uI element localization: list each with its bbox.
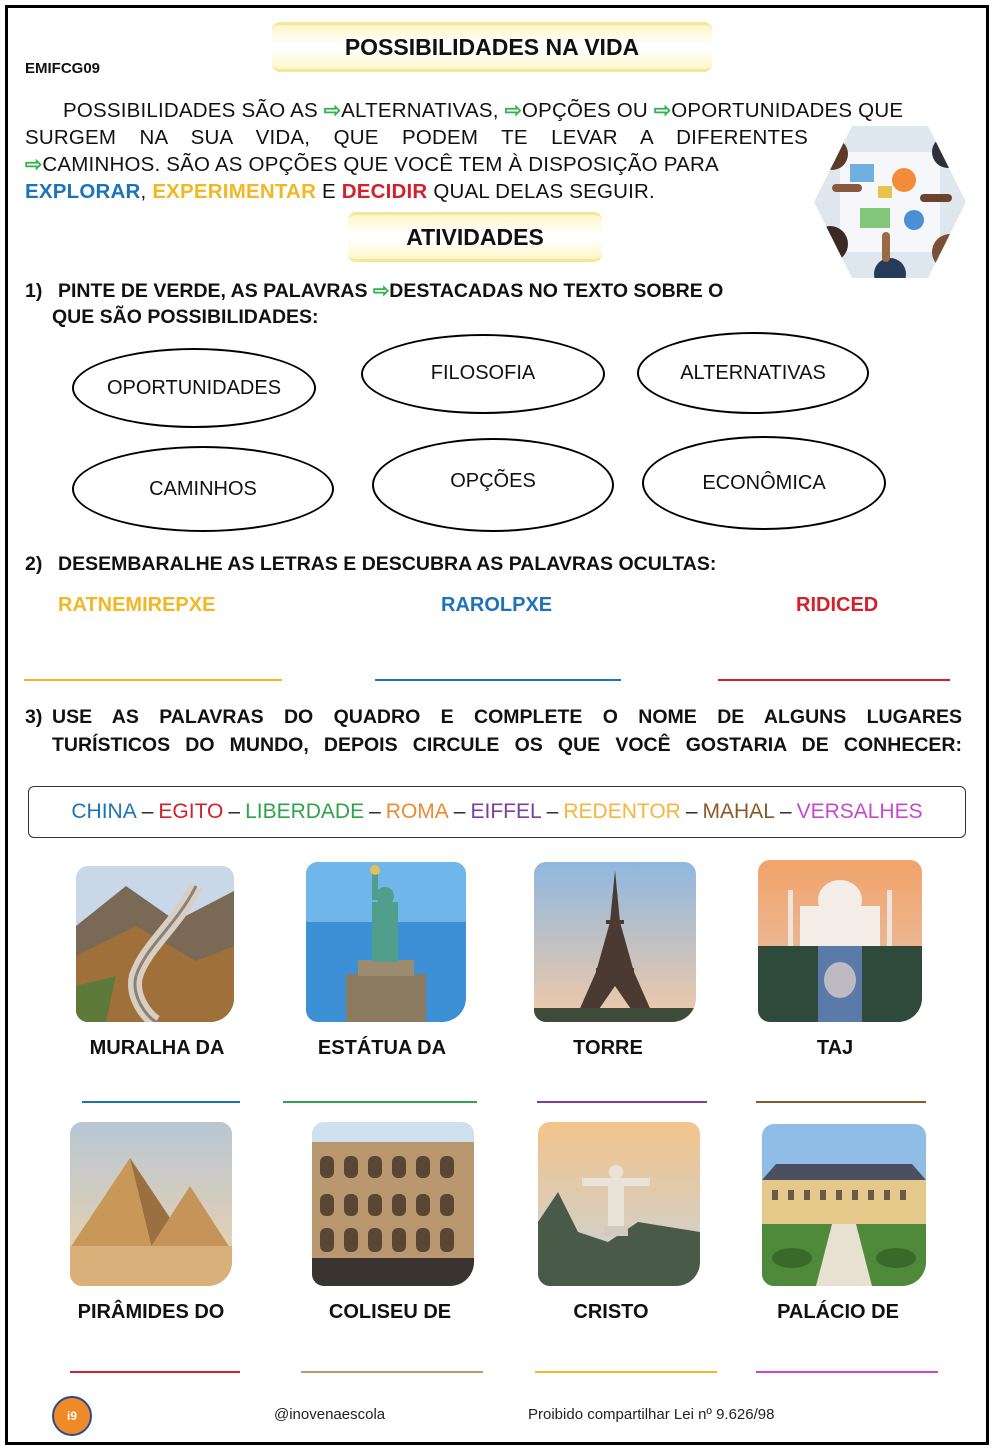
caption-estatua: ESTÁTUA DA	[317, 1037, 447, 1059]
bank-sep: –	[228, 800, 241, 823]
logo-text: i9	[66, 1409, 77, 1423]
intro-comma: ,	[140, 180, 153, 203]
oval-economica[interactable]: ECONÔMICA	[642, 436, 886, 530]
intro-word-caminhos: CAMINHOS. SÃO AS OPÇÕES QUE VOCÊ TEM À DISPOSIÇÃO PARA	[42, 153, 719, 176]
word-experimentar: EXPERIMENTAR	[152, 180, 317, 203]
teamwork-image	[812, 124, 968, 280]
intro-line-3	[25, 151, 808, 178]
activities-title: ATIVIDADES	[348, 212, 602, 262]
place-line-1[interactable]	[82, 1101, 240, 1103]
bank-sep: –	[779, 800, 792, 823]
intro-word-opcoes: OPÇÕES OU	[521, 99, 654, 122]
bank-sep: –	[453, 800, 466, 823]
pyramids-image	[70, 1122, 232, 1286]
q1-text-a: PINTE DE VERDE, AS PALAVRAS	[58, 280, 373, 302]
word-explorar: EXPLORAR	[25, 180, 141, 203]
q3-text-a: USE AS PALAVRAS DO QUADRO E COMPLETE O NOME DE ALGUNS LUGARES	[52, 706, 962, 728]
place-line-5[interactable]	[70, 1371, 240, 1373]
bank-sep: –	[546, 800, 559, 823]
bank-china: CHINA	[71, 800, 137, 823]
taj-mahal-image	[758, 860, 922, 1022]
christ-redeemer-image	[538, 1122, 700, 1286]
oval-opcoes[interactable]: OPÇÕES	[372, 438, 614, 532]
place-line-3[interactable]	[537, 1101, 707, 1103]
oval-caminhos[interactable]: CAMINHOS	[72, 446, 334, 532]
oval-filosofia[interactable]: FILOSOFIA	[361, 334, 605, 414]
q2-number: 2)	[25, 553, 43, 575]
caption-piramides: PIRÂMIDES DO	[77, 1301, 225, 1323]
q3-text-b: TURÍSTICOS DO MUNDO, DEPOIS CIRCULE OS QUE VOCÊ GOSTARIA DE CONHECER:	[52, 734, 962, 756]
page-title: POSSIBILIDADES NA VIDA	[272, 22, 712, 72]
answer-line-1[interactable]	[24, 679, 282, 681]
arrow-icon: ⇨	[323, 99, 342, 122]
caption-muralha: MURALHA DA	[89, 1037, 225, 1059]
intro-line-4	[25, 178, 655, 205]
great-wall-image	[76, 866, 234, 1022]
bank-liberdade: LIBERDADE	[245, 800, 365, 823]
q3-number: 3)	[25, 706, 43, 728]
word-bank	[28, 786, 966, 838]
brand-logo	[52, 1396, 92, 1436]
answer-line-2[interactable]	[375, 679, 621, 681]
intro-end: QUAL DELAS SEGUIR.	[427, 180, 655, 203]
arrow-icon: ⇨	[25, 153, 43, 176]
oval-alternativas[interactable]: ALTERNATIVAS	[637, 332, 869, 414]
intro-word-oportunidades: OPORTUNIDADES QUE	[671, 99, 904, 122]
intro-line-1	[25, 97, 965, 124]
caption-taj: TAJ	[816, 1037, 854, 1059]
intro-line-2: SURGEM NA SUA VIDA, QUE PODEM TE LEVAR A DIFERENTES	[25, 126, 808, 149]
caption-coliseu: COLISEU DE	[328, 1301, 452, 1323]
bank-roma: ROMA	[385, 800, 449, 823]
place-line-7[interactable]	[535, 1371, 717, 1373]
q1-text-c: QUE SÃO POSSIBILIDADES:	[52, 306, 319, 328]
doc-code: EMIFCG09	[25, 60, 101, 77]
bank-mahal: MAHAL	[702, 800, 775, 823]
q1-number: 1)	[25, 280, 43, 302]
arrow-icon: ⇨	[504, 99, 522, 122]
footer-handle[interactable]: @inovenaescola	[274, 1406, 386, 1423]
intro-word-alternativas: ALTERNATIVAS,	[341, 99, 505, 122]
bank-versalhes: VERSALHES	[796, 800, 923, 823]
caption-palacio: PALÁCIO DE	[777, 1301, 899, 1323]
bank-eiffel: EIFFEL	[470, 800, 542, 823]
place-line-4[interactable]	[756, 1101, 926, 1103]
oval-oportunidades[interactable]: OPORTUNIDADES	[72, 348, 316, 428]
arrow-icon: ⇨	[372, 280, 390, 302]
place-line-6[interactable]	[301, 1371, 483, 1373]
place-line-2[interactable]	[283, 1101, 477, 1103]
scrambled-word-2: RAROLPXE	[441, 594, 553, 616]
place-line-8[interactable]	[756, 1371, 938, 1373]
eiffel-tower-image	[534, 862, 696, 1022]
bank-sep: –	[369, 800, 381, 823]
caption-cristo: CRISTO	[573, 1301, 649, 1323]
q1-text	[58, 278, 723, 304]
q2-text: DESEMBARALHE AS LETRAS E DESCUBRA AS PALAVRAS OCULTAS:	[58, 553, 717, 575]
bank-sep: –	[141, 800, 154, 823]
intro-e: E	[316, 180, 342, 203]
q1-text-b: DESTACADAS NO TEXTO SOBRE O	[389, 280, 724, 302]
caption-torre: TORRE	[573, 1037, 643, 1059]
versailles-image	[762, 1124, 926, 1286]
word-decidir: DECIDIR	[341, 180, 428, 203]
colosseum-image	[312, 1122, 474, 1286]
scrambled-word-1: RATNEMIREPXE	[58, 594, 216, 616]
arrow-icon: ⇨	[653, 99, 672, 122]
bank-egito: EGITO	[158, 800, 224, 823]
scrambled-word-3: RIDICED	[796, 594, 879, 616]
bank-sep: –	[685, 800, 698, 823]
answer-line-3[interactable]	[718, 679, 950, 681]
statue-of-liberty-image	[306, 862, 466, 1022]
intro-text: POSSIBILIDADES SÃO AS	[63, 99, 324, 122]
bank-redentor: REDENTOR	[563, 800, 681, 823]
footer-notice: Proibido compartilhar Lei nº 9.626/98	[528, 1406, 775, 1423]
